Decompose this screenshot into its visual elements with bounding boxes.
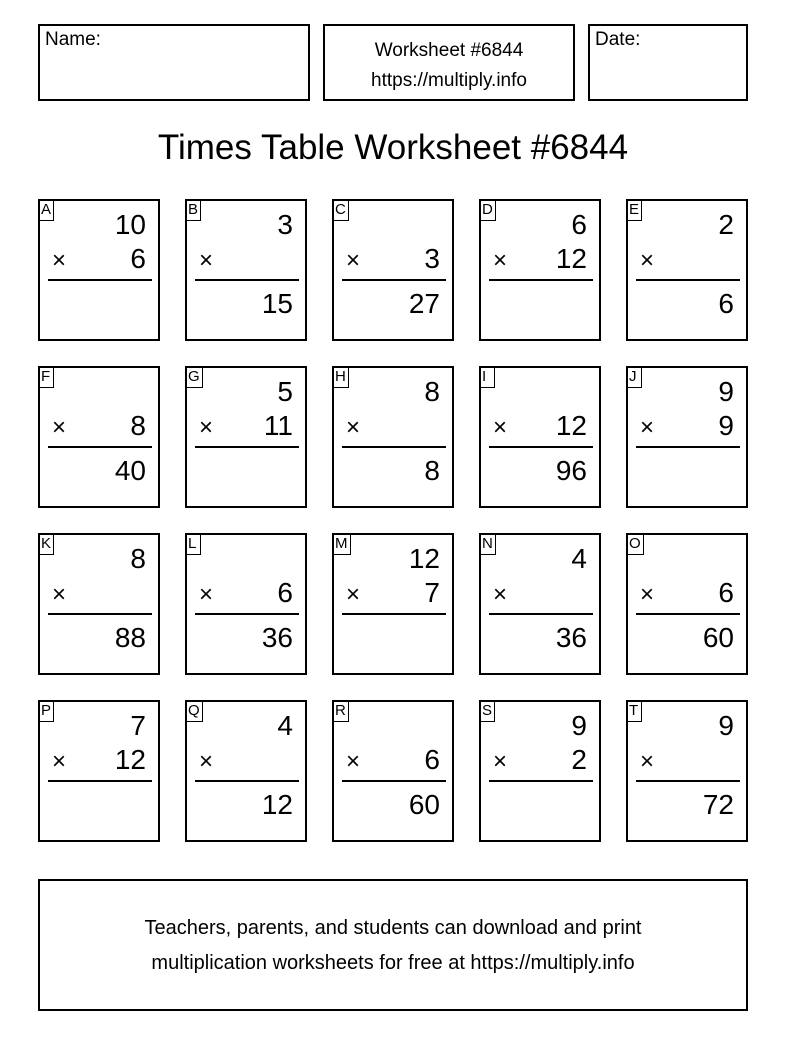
product: 40 [114, 455, 146, 486]
problem-label: A [38, 199, 54, 221]
multiplier: 12 [555, 243, 587, 274]
problem-label: L [185, 533, 201, 555]
multiplicand: 7 [130, 710, 146, 741]
multiplicand: 6 [571, 209, 587, 240]
multiplicand: 2 [718, 209, 734, 240]
problem-card [626, 366, 748, 508]
problem-label: R [332, 700, 349, 722]
problem-card [479, 700, 601, 842]
product: 15 [261, 288, 293, 319]
multiplicand: 10 [114, 209, 146, 240]
product: 6 [718, 288, 734, 319]
problem-label: J [626, 366, 642, 388]
product: 96 [555, 455, 587, 486]
multiplicand: 9 [718, 376, 734, 407]
problem-card [332, 366, 454, 508]
times-sign: × [346, 581, 361, 608]
problem-card [479, 199, 601, 341]
multiplier: 6 [718, 577, 734, 608]
footer-line-1: Teachers, parents, and students can download and print [144, 917, 642, 939]
multiplier: 9 [718, 410, 734, 441]
answer-line [489, 780, 593, 782]
answer-line [48, 613, 152, 615]
multiplier: 12 [555, 410, 587, 441]
problem-label: N [479, 533, 496, 555]
answer-line [636, 780, 740, 782]
answer-line [489, 446, 593, 448]
answer-line [195, 279, 299, 281]
worksheet-url: https://multiply.info [371, 70, 527, 91]
footer-line-2: multiplication worksheets for free at https://multiply.info [151, 952, 635, 974]
multiplier: 11 [263, 410, 293, 441]
answer-line [48, 780, 152, 782]
page-title: Times Table Worksheet #6844 [157, 128, 629, 167]
times-sign: × [493, 247, 508, 274]
product: 8 [424, 455, 440, 486]
times-sign: × [640, 247, 655, 274]
problem-card [332, 199, 454, 341]
problem-label: E [626, 199, 642, 221]
footer-box [38, 879, 748, 1011]
problem-label: K [38, 533, 54, 555]
answer-line [636, 613, 740, 615]
name-label: Name: [45, 29, 101, 50]
times-sign: × [346, 414, 361, 441]
product: 60 [702, 622, 734, 653]
multiplicand: 9 [571, 710, 587, 741]
problem-card [38, 700, 160, 842]
product: 36 [261, 622, 293, 653]
answer-line [195, 613, 299, 615]
answer-line [489, 613, 593, 615]
problem-card [185, 533, 307, 675]
times-sign: × [640, 414, 655, 441]
times-sign: × [199, 414, 214, 441]
problem-card [626, 533, 748, 675]
worksheet-number: Worksheet #6844 [374, 40, 524, 61]
product: 12 [261, 789, 293, 820]
problem-label: S [479, 700, 495, 722]
multiplier: 2 [571, 744, 587, 775]
multiplicand: 12 [408, 543, 440, 574]
problem-label: G [185, 366, 203, 388]
problem-card [185, 366, 307, 508]
times-sign: × [640, 581, 655, 608]
answer-line [48, 446, 152, 448]
answer-line [48, 279, 152, 281]
multiplier: 6 [277, 577, 293, 608]
multiplicand: 9 [718, 710, 734, 741]
times-sign: × [493, 414, 508, 441]
problem-label: M [332, 533, 351, 555]
times-sign: × [199, 581, 214, 608]
answer-line [342, 780, 446, 782]
problem-card [479, 533, 601, 675]
problem-card [185, 199, 307, 341]
problem-label: D [479, 199, 496, 221]
times-sign: × [640, 748, 655, 775]
times-sign: × [346, 247, 361, 274]
problem-card [38, 366, 160, 508]
product: 88 [114, 622, 146, 653]
answer-line [636, 279, 740, 281]
problem-label: O [626, 533, 644, 555]
product: 36 [555, 622, 587, 653]
problem-label: Q [185, 700, 203, 722]
product: 72 [702, 789, 734, 820]
problem-card [332, 533, 454, 675]
answer-line [636, 446, 740, 448]
times-sign: × [52, 748, 67, 775]
times-sign: × [52, 581, 67, 608]
multiplier: 7 [424, 577, 440, 608]
answer-line [342, 446, 446, 448]
problem-label: H [332, 366, 349, 388]
multiplier: 6 [130, 243, 146, 274]
multiplicand: 5 [277, 376, 293, 407]
problem-card [479, 366, 601, 508]
times-sign: × [493, 748, 508, 775]
times-sign: × [52, 414, 67, 441]
problem-card [626, 700, 748, 842]
answer-line [489, 279, 593, 281]
problem-card [185, 700, 307, 842]
multiplier: 12 [114, 744, 146, 775]
answer-line [342, 613, 446, 615]
times-sign: × [346, 748, 361, 775]
answer-line [342, 279, 446, 281]
problem-label: I [479, 366, 495, 388]
product: 60 [408, 789, 440, 820]
multiplier: 3 [424, 243, 440, 274]
times-sign: × [199, 748, 214, 775]
problem-card [626, 199, 748, 341]
problem-label: B [185, 199, 201, 221]
problem-label: F [38, 366, 54, 388]
times-sign: × [199, 247, 214, 274]
multiplier: 8 [130, 410, 146, 441]
multiplicand: 4 [277, 710, 293, 741]
problem-card [38, 199, 160, 341]
problem-label: C [332, 199, 349, 221]
times-sign: × [52, 247, 67, 274]
answer-line [195, 446, 299, 448]
multiplicand: 3 [277, 209, 293, 240]
problem-card [332, 700, 454, 842]
multiplicand: 8 [130, 543, 146, 574]
product: 27 [408, 288, 440, 319]
times-sign: × [493, 581, 508, 608]
date-label: Date: [595, 29, 641, 50]
problem-label: T [626, 700, 642, 722]
problem-label: P [38, 700, 54, 722]
multiplier: 6 [424, 744, 440, 775]
multiplicand: 8 [424, 376, 440, 407]
problem-card [38, 533, 160, 675]
multiplicand: 4 [571, 543, 587, 574]
answer-line [195, 780, 299, 782]
